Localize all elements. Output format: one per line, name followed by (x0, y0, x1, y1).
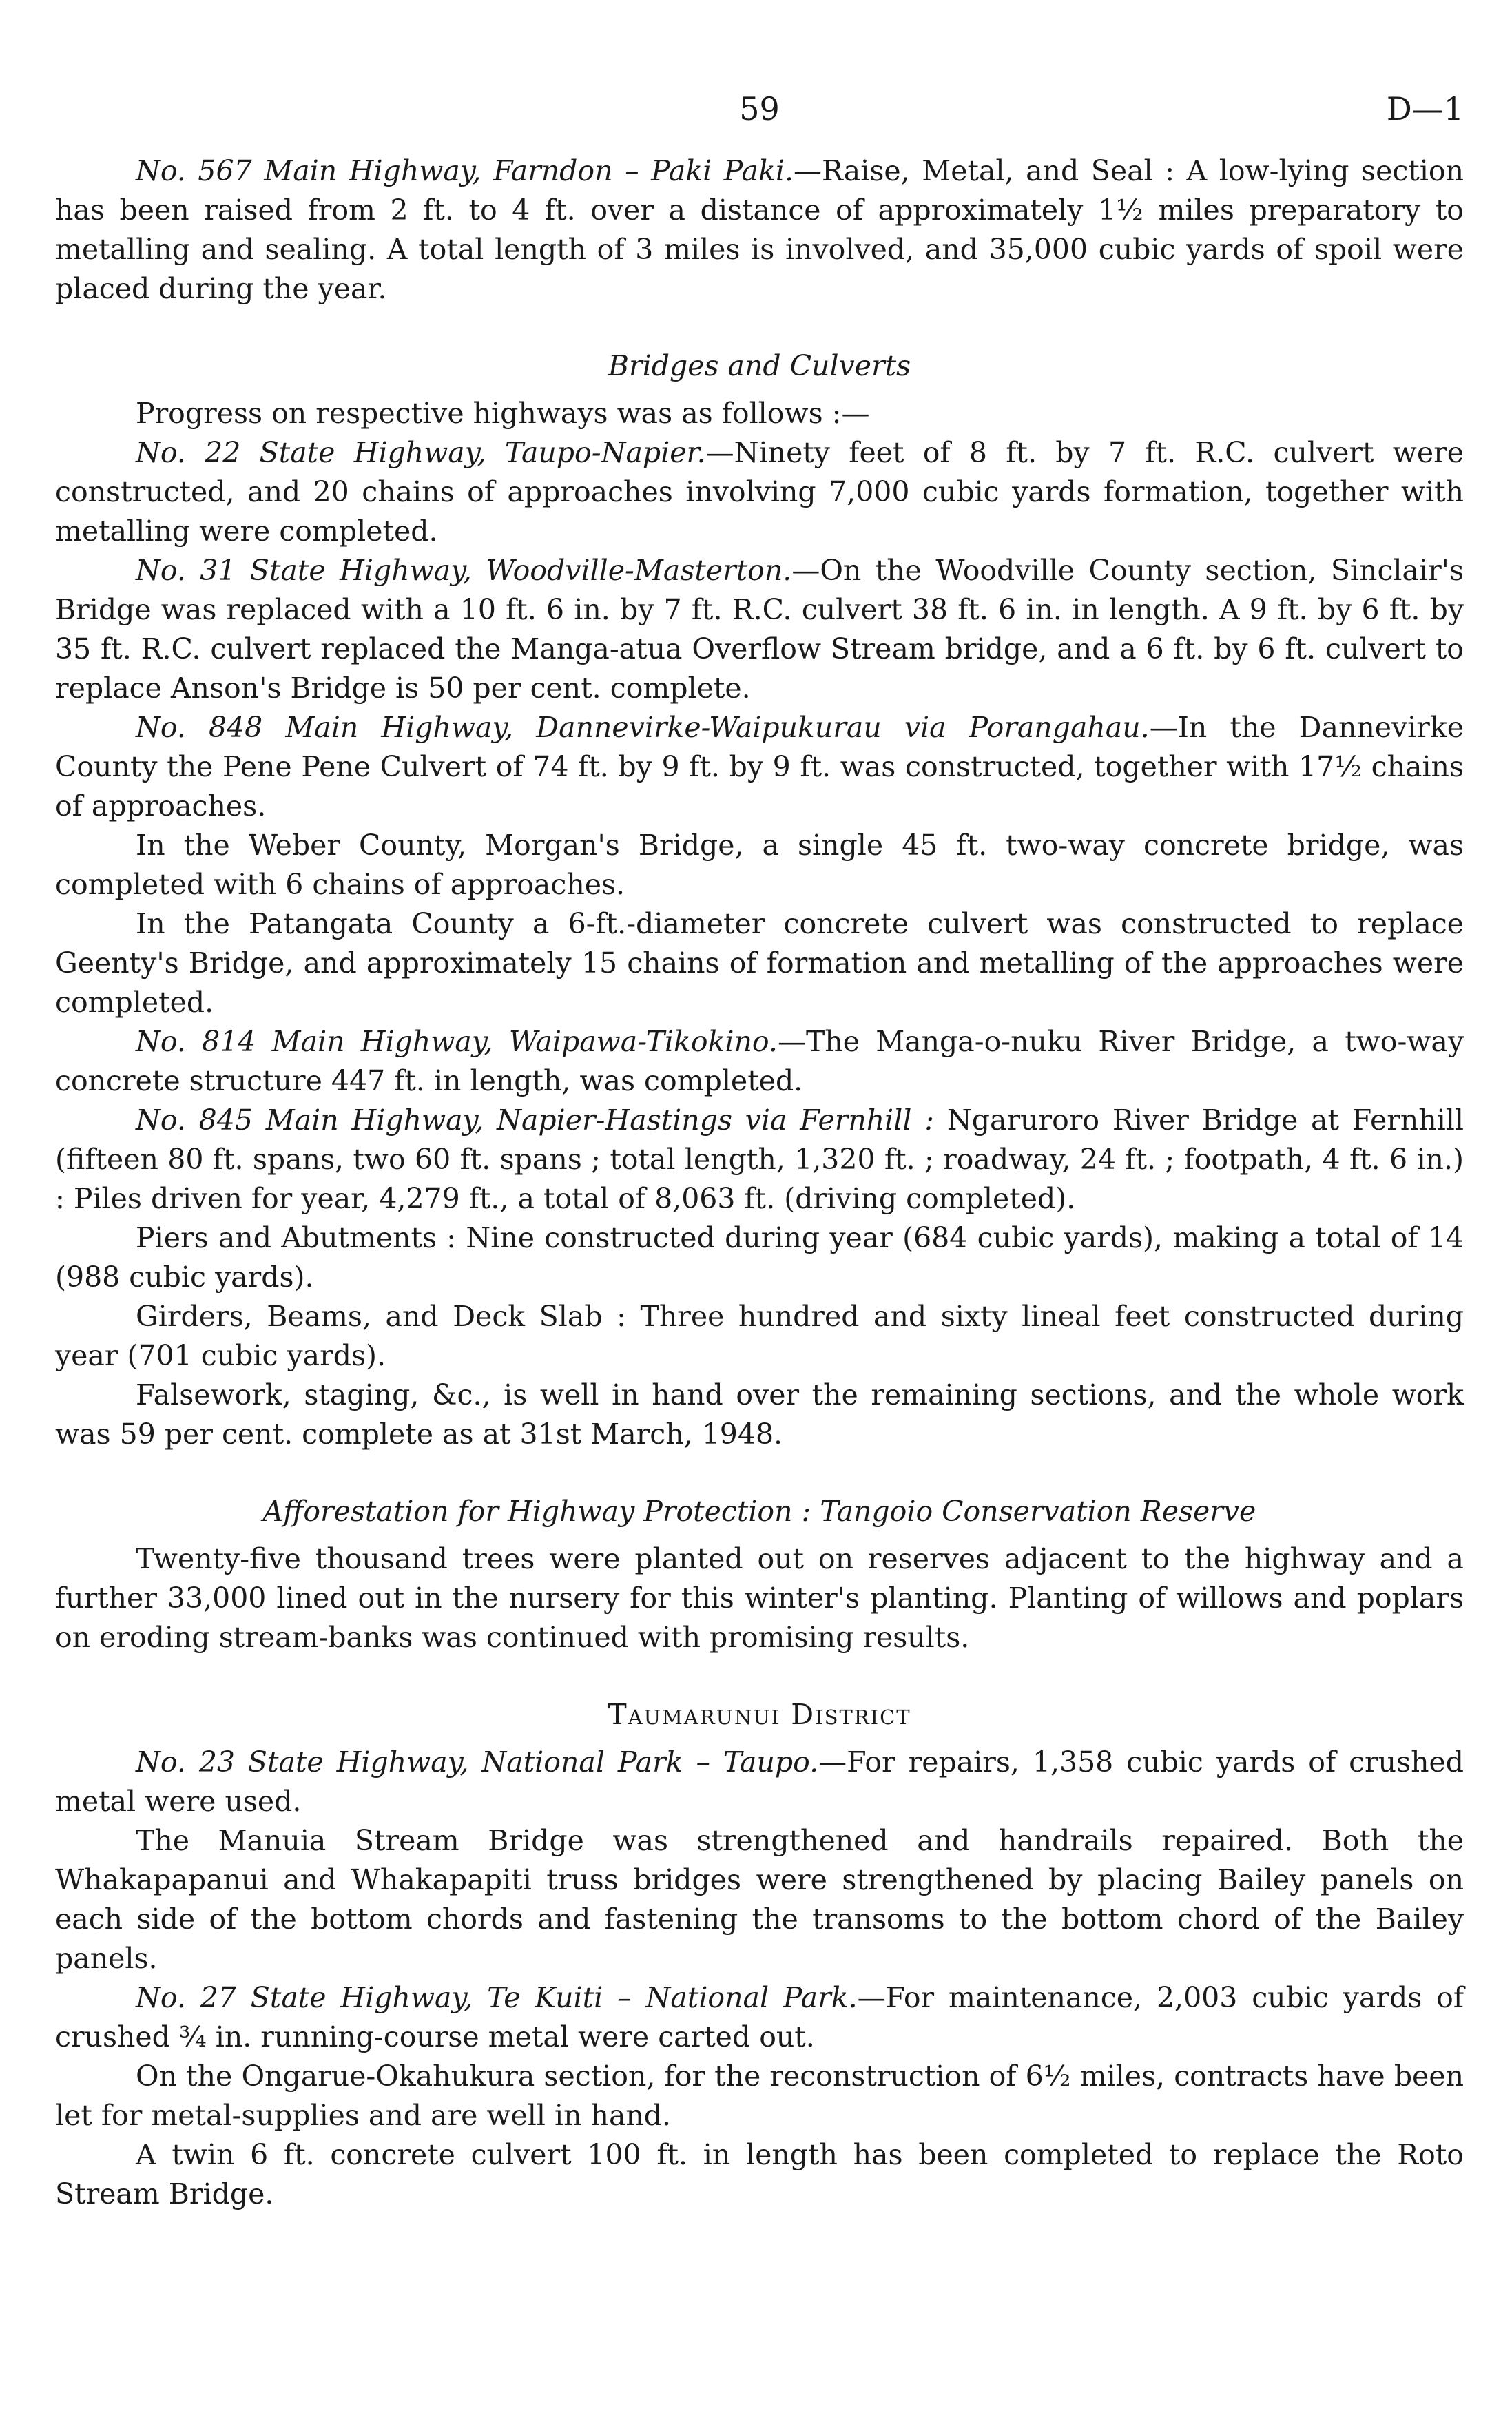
paragraph-lead: No. 23 State Highway, National Park – Taupo. (136, 1745, 819, 1779)
bridges-item (55, 826, 1464, 904)
paragraph-text: In the Patangata County a 6-ft.-diameter concrete culvert was constructed to replace Geenty's Bridge, and approximately 15 chains of formation and metalling of the approaches were completed. (55, 907, 1464, 1019)
bridges-intro: Progress on respective highways was as follows :— (136, 397, 870, 430)
paragraph-lead: No. 27 State Highway, Te Kuiti – National Park. (136, 1981, 858, 2014)
district-heading-taumarunui: Taumarunui District (608, 1698, 911, 1731)
paragraph-lead: No. 31 State Highway, Woodville-Masterton. (136, 554, 792, 587)
paragraph-text: —Raise, Metal, and Seal : A low-lying section has been raised from 2 ft. to 4 ft. over a distance of approximately 1½ miles preparatory to metalling and sealing. A total length of 3 miles is involved, and 35,000 cubic yards of spoil were placed during the year. (55, 154, 1464, 305)
paragraph-text: —For maintenance, 2,003 cubic yards of crushed ¾ in. running-course metal were carted out. (55, 1981, 1464, 2053)
bridges-item (55, 1297, 1464, 1376)
bridges-item (55, 1022, 1464, 1101)
paragraph-text: —For repairs, 1,358 cubic yards of crushed metal were used. (55, 1745, 1464, 1818)
bridges-item (55, 551, 1464, 708)
taumarunui-item (55, 1978, 1464, 2057)
section-heading-bridges: Bridges and Culverts (608, 349, 911, 382)
bridges-item (55, 708, 1464, 826)
afforestation-paragraph: Twenty-five thousand trees were planted out on reserves adjacent to the highway and a further 33,000 lined out in the nursery for this winter's planting. Planting of willows and poplars on eroding stream-banks was continued with promising results. (55, 1542, 1464, 1654)
bridges-item (55, 1101, 1464, 1219)
paragraph-text: —Ninety feet of 8 ft. by 7 ft. R.C. culvert were constructed, and 20 chains of approaches involving 7,000 cubic yards formation, together with metalling were completed. (55, 436, 1464, 548)
paragraph-lead: No. 814 Main Highway, Waipawa-Tikokino. (136, 1025, 778, 1058)
paragraph-text: —On the Woodville County section, Sinclair's Bridge was replaced with a 10 ft. 6 in. by 7 ft. R.C. culvert 38 ft. 6 in. in length. A 9 ft. by 6 ft. by 35 ft. R.C. culvert replaced the Manga-atua Overflow Stream bridge, and a 6 ft. by 6 ft. culvert to replace Anson's Bridge is 50 per cent. complete. (55, 554, 1464, 705)
paragraph-text: Girders, Beams, and Deck Slab : Three hundred and sixty lineal feet constructed during year (701 cubic yards). (55, 1300, 1464, 1372)
taumarunui-item (55, 1743, 1464, 1821)
paragraph-text: In the Weber County, Morgan's Bridge, a single 45 ft. two-way concrete bridge, was completed with 6 chains of approaches. (55, 829, 1464, 901)
taumarunui-item (55, 2057, 1464, 2135)
bridges-item (55, 1219, 1464, 1297)
bridges-item (55, 904, 1464, 1022)
paragraph-lead: No. 567 Main Highway, Farndon – Paki Paki. (136, 154, 794, 187)
paragraph-text: Piers and Abutments : Nine constructed during year (684 cubic yards), making a total of 14 (988 cubic yards). (55, 1221, 1464, 1294)
paragraph-text: The Manuia Stream Bridge was strengthened and handrails repaired. Both the Whakapapanui and Whakapapiti truss bridges were strengthened by placing Bailey panels on each side of the bottom chords and fastening the transoms to the bottom chord of the Bailey panels. (55, 1824, 1464, 1975)
page-header (55, 88, 1464, 136)
document-code: D—1 (1386, 90, 1464, 127)
page-number: 59 (739, 90, 780, 127)
section-heading-afforestation: Afforestation for Highway Protection : Tangoio Conservation Reserve (262, 1495, 1256, 1528)
paragraph-text: —The Manga-o-nuku River Bridge, a two-way concrete structure 447 ft. in length, was completed. (55, 1025, 1464, 1097)
bridges-item (55, 1376, 1464, 1454)
paragraph-text: A twin 6 ft. concrete culvert 100 ft. in length has been completed to replace the Roto Stream Bridge. (55, 2138, 1464, 2210)
paragraph-farndon (55, 152, 1464, 309)
bridges-item (55, 433, 1464, 551)
taumarunui-item (55, 2135, 1464, 2214)
paragraph-lead: No. 848 Main Highway, Dannevirke-Waipukurau via Porangahau. (136, 711, 1150, 744)
paragraph-lead: No. 845 Main Highway, Napier-Hastings via Fernhill : (136, 1103, 935, 1137)
taumarunui-item (55, 1821, 1464, 1978)
paragraph-text: Ngaruroro River Bridge at Fernhill (fifteen 80 ft. spans, two 60 ft. spans ; total length, 1,320 ft. ; roadway, 24 ft. ; footpath, 4 ft. 6 in.) : Piles driven for year, 4,279 ft., a total of 8,063 ft. (driving completed). (55, 1103, 1464, 1215)
paragraph-text: Falsework, staging, &c., is well in hand over the remaining sections, and the whole work was 59 per cent. complete as at 31st March, 1948. (55, 1378, 1464, 1451)
paragraph-lead: No. 22 State Highway, Taupo-Napier. (136, 436, 706, 469)
paragraph-text: On the Ongarue-Okahukura section, for the reconstruction of 6½ miles, contracts have been let for metal-supplies and are well in hand. (55, 2060, 1464, 2132)
paragraph-text: —In the Dannevirke County the Pene Pene Culvert of 74 ft. by 9 ft. by 9 ft. was constructed, together with 17½ chains of approaches. (55, 711, 1464, 822)
